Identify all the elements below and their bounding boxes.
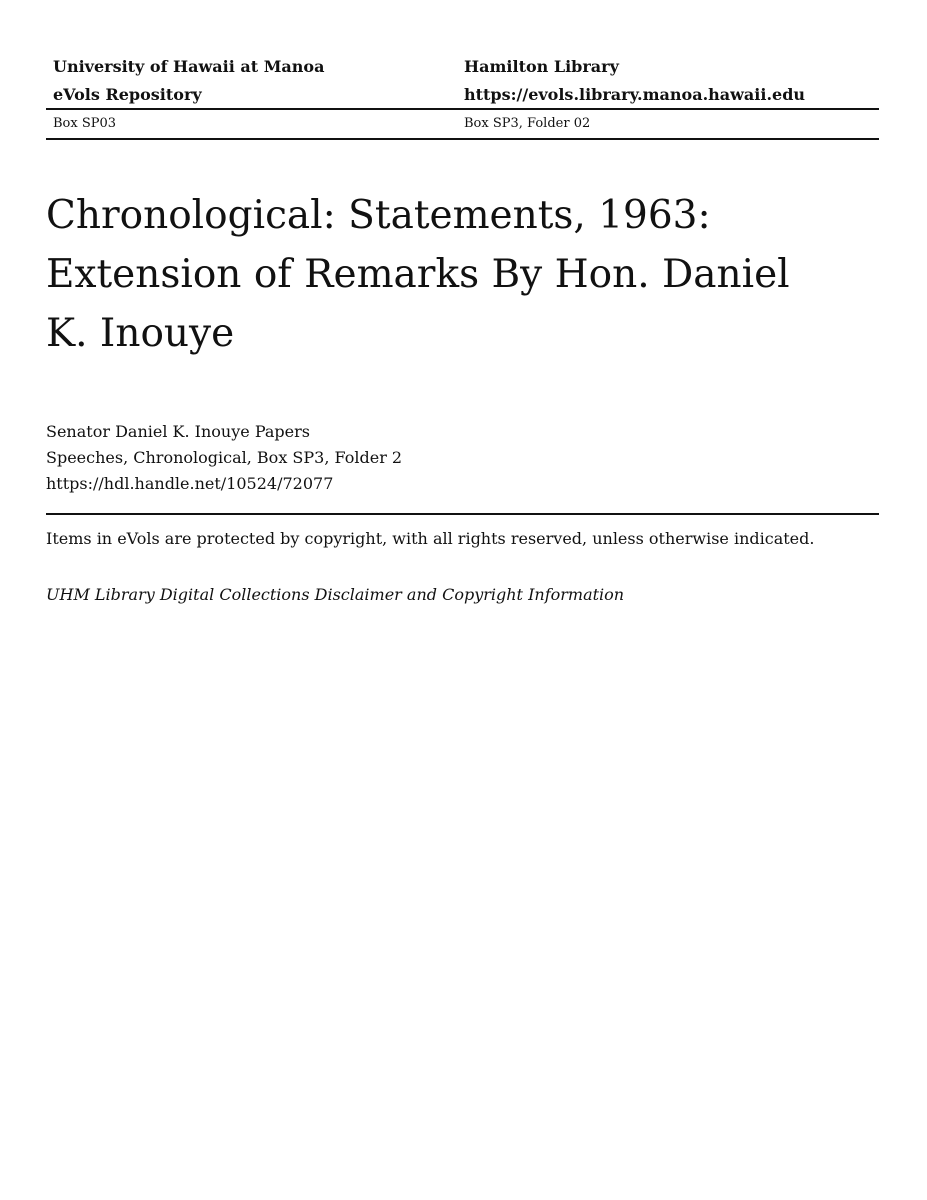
handle-url-link[interactable]: https://hdl.handle.net/10524/72077: [46, 474, 334, 493]
repository-name: eVols Repository: [53, 85, 202, 104]
repository-url-link[interactable]: https://evols.library.manoa.hawaii.edu: [464, 85, 806, 104]
divider: [46, 513, 879, 515]
document-title: Chronological: Statements, 1963: Extension of Remarks By Hon. Daniel K. Inouye: [46, 193, 790, 356]
document-metadata: [46, 419, 402, 497]
collection-name: Senator Daniel K. Inouye Papers: [46, 422, 310, 441]
box-folder-label: Box SP3, Folder 02: [464, 116, 591, 131]
disclaimer-link[interactable]: UHM Library Digital Collections Disclaimer and Copyright Information: [46, 585, 625, 604]
header-row-3: [46, 110, 879, 140]
header-row-1: [46, 52, 879, 80]
box-label: Box SP03: [53, 116, 117, 131]
header-row-2: [46, 80, 879, 110]
institution-name: University of Hawaii at Manoa: [53, 57, 325, 76]
library-name: Hamilton Library: [464, 57, 619, 76]
series-info: Speeches, Chronological, Box SP3, Folder 2: [46, 448, 403, 467]
document-header: [46, 52, 879, 140]
rights-statement: Items in eVols are protected by copyright, with all rights reserved, unless otherwise indicated.: [46, 529, 815, 548]
